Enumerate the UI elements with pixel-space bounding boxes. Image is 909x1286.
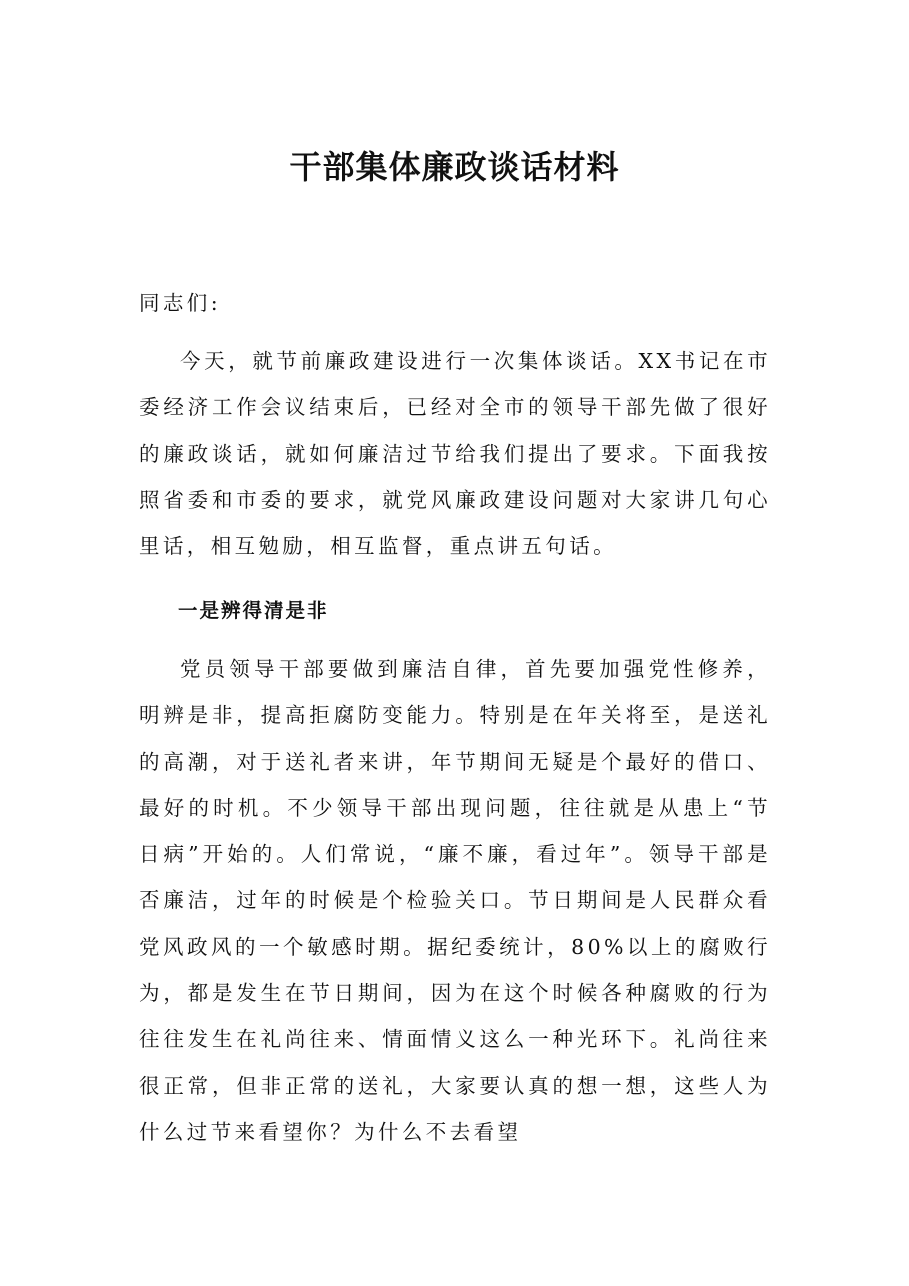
section-heading: 一是辨得清是非 — [178, 599, 329, 622]
salutation: 同志们: — [139, 291, 222, 315]
paragraph-intro: 今天，就节前廉政建设进行一次集体谈话。XX书记在市委经济工作会议结束后，已经对全市的领导干部先做了很好的廉政谈话，就如何廉洁过节给我们提出了要求。下面我按照省委和市委的要求，就党风廉政建设问题对大家讲几句心里话，相互勉励，相互监督，重点讲五句话。 — [139, 349, 771, 559]
paragraph-section-1: 党员领导干部要做到廉洁自律，首先要加强党性修养，明辨是非，提高拒腐防变能力。特别是在年关将至，是送礼的高潮，对于送礼者来讲，年节期间无疑是个最好的借口、最好的时机。不少领导干部出现问题，往往就是从患上“节日病”开始的。人们常说，“廉不廉，看过年”。领导干部是否廉洁，过年的时候是个检验关口。节日期间是人民群众看党风政风的一个敏感时期。据纪委统计，80%以上的腐败行为，都是发生在节日期间，因为在这个时候各种腐败的行为往往发生在礼尚往来、情面情义这么一种光环下。礼尚往来很正常，但非正常的送礼，大家要认真的想一想，这些人为什么过节来看望你？为什么不去看望 — [139, 657, 771, 1144]
document-title: 干部集体廉政谈话材料 — [289, 148, 620, 186]
